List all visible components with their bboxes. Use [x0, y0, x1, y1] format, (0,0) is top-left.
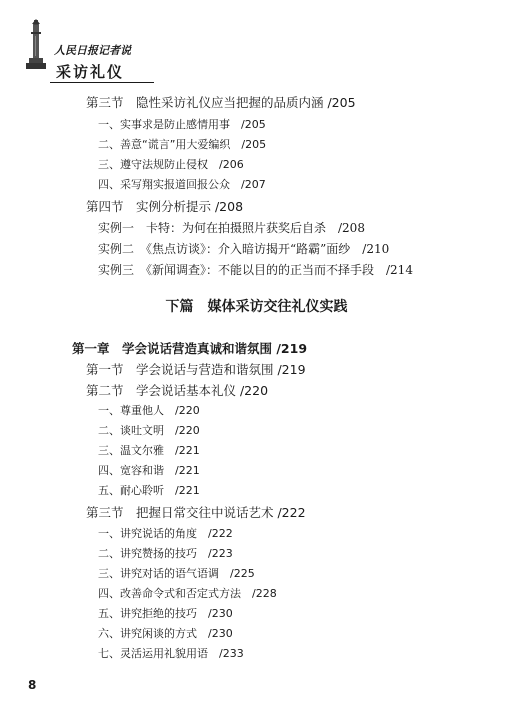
series-title: 人民日报记者说 [54, 44, 131, 57]
page-number: 8 [28, 678, 37, 692]
toc-section: 第三节 隐性采访礼仪应当把握的品质内涵 /205 [86, 95, 356, 110]
toc-subsection: 二、讲究赞扬的技巧 /223 [98, 547, 233, 560]
toc-subsection: 三、讲究对话的语气语调 /225 [98, 567, 255, 580]
toc-subsection: 一、尊重他人 /220 [98, 404, 200, 417]
toc-subsection: 二、善意“谎言”用大爱编织 /205 [98, 138, 267, 151]
toc-subsection: 七、灵活运用礼貌用语 /233 [98, 647, 244, 660]
toc-subsection: 四、采写翔实报道回报公众 /207 [98, 178, 266, 191]
toc-example: 实例一 卡特：为何在拍摄照片获奖后自杀 /208 [98, 221, 365, 235]
toc-example: 实例三 《新闻调查》：不能以目的的正当而不择手段 /214 [98, 263, 413, 277]
toc-subsection: 二、谈吐文明 /220 [98, 424, 200, 437]
toc-section: 第四节 实例分析提示 /208 [86, 199, 244, 214]
toc-example: 实例二 《焦点访谈》：介入暗访揭开“路霸”面纱 /210 [98, 242, 390, 256]
toc-subsection: 五、耐心聆听 /221 [98, 484, 200, 497]
toc-subsection: 一、实事求是防止感情用事 /205 [98, 118, 266, 131]
toc-section: 第三节 把握日常交往中说话艺术 /222 [86, 505, 306, 520]
toc-subsection: 三、温文尔雅 /221 [98, 444, 200, 457]
toc-section: 第一节 学会说话与营造和谐氛围 /219 [86, 362, 306, 377]
toc-section: 第二节 学会说话基本礼仪 /220 [86, 383, 269, 398]
toc-subsection: 一、讲究说话的角度 /222 [98, 527, 233, 540]
toc-part-title: 下篇 媒体采访交往礼仪实践 [165, 299, 348, 315]
toc-subsection: 五、讲究拒绝的技巧 /230 [98, 607, 233, 620]
toc-subsection: 三、遵守法规防止侵权 /206 [98, 158, 244, 171]
book-title: 采访礼仪 [56, 63, 125, 81]
toc-subsection: 四、宽容和谐 /221 [98, 464, 200, 477]
toc-chapter: 第一章 学会说话营造真诚和谐氛围 /219 [72, 341, 308, 356]
toc-subsection: 四、改善命令式和否定式方法 /228 [98, 587, 277, 600]
toc-subsection: 六、讲究闲谈的方式 /230 [98, 627, 233, 640]
